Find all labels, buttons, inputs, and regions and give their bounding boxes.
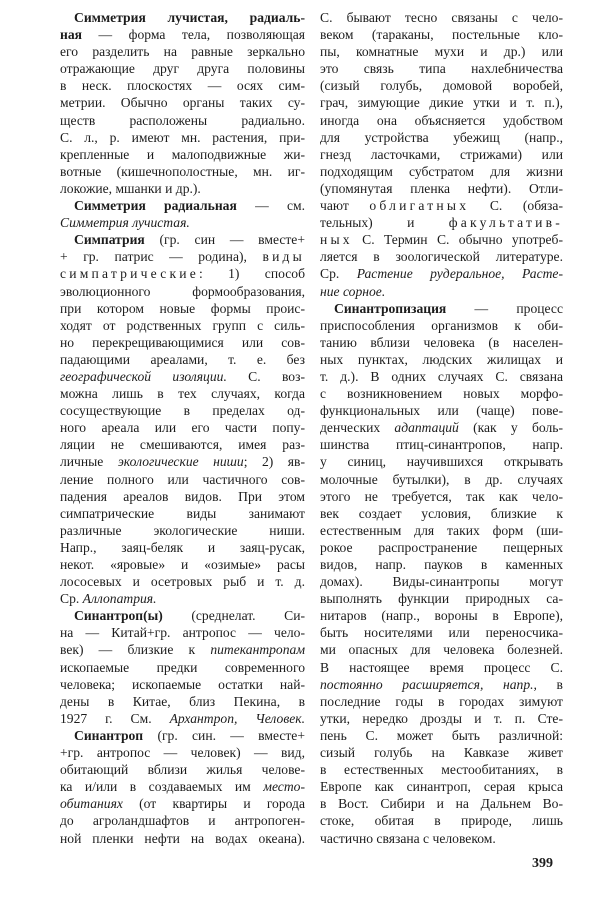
text: домах). Виды-синантропы могут — [320, 574, 563, 590]
text: — форма тела, позволяющая — [81, 27, 305, 43]
text: +гр. антропос — человек) — вид, — [60, 745, 305, 761]
right-column-line — [320, 385, 563, 402]
text: метрии. Обычно органы таких су- — [60, 95, 305, 111]
text: на — Китай+гр. антропос — чело- — [60, 625, 305, 641]
left-column-line — [60, 385, 305, 402]
headword: Синантроп(ы) — [74, 608, 163, 624]
left-column-line — [60, 283, 305, 300]
text: вотные (кишечнополостные, мн. иг- — [60, 163, 305, 179]
right-column-line — [320, 727, 563, 744]
left-column-line — [60, 830, 305, 847]
italic-text: Симметрия лучистая. — [60, 215, 190, 231]
right-column-line — [320, 163, 563, 180]
italic-text: географической изоляции. — [60, 368, 227, 384]
text: утки, нередко дрозды и т. п. Сте- — [320, 710, 563, 726]
text: обитающий вблизи жилья челове- — [60, 762, 305, 778]
text: ществ расположены радиально. — [60, 112, 305, 128]
text: рокое распространение пещерных — [320, 539, 563, 555]
text: быть носителями или переносчика- — [320, 625, 563, 641]
italic-text: постоянно расширяется, напр., — [320, 676, 537, 692]
right-column-line — [320, 9, 563, 26]
text: крепленные и малоподвижные жи- — [60, 146, 305, 162]
right-column-line — [320, 334, 563, 351]
left-column-line — [60, 744, 305, 761]
text: : 1) способ — [199, 266, 305, 282]
right-column-line — [320, 539, 563, 556]
left-column-line — [60, 214, 305, 231]
spaced-text: виды — [262, 249, 305, 265]
text: симпатрические виды занимают — [60, 505, 305, 521]
text: век) — близкие к — [60, 642, 211, 658]
text: (сизый голубь, домовой воробей, — [320, 78, 563, 94]
left-column-line — [60, 659, 305, 676]
text: ного ареала или его части попу- — [60, 420, 305, 436]
left-column-line — [60, 522, 305, 539]
italic-text: Архантроп, Человек. — [169, 710, 305, 726]
text: гнезд ласточками, стрижами) или — [320, 146, 563, 162]
headword: Симпатрия — [74, 232, 145, 248]
text: естественным для таких форм (ши- — [320, 522, 563, 538]
text: ление полного или частичного сов- — [60, 471, 305, 487]
italic-text: обитаниях — [60, 796, 123, 812]
left-column-line — [60, 368, 305, 385]
text: — см. — [236, 198, 305, 214]
text: ; 2) яв- — [243, 454, 305, 470]
text: сизый голубь на Кавказе живет — [320, 745, 563, 761]
left-column-line — [60, 676, 305, 693]
right-column-line — [320, 94, 563, 111]
right-column-line — [320, 265, 563, 282]
text: + гр. патрис — родина), — [60, 249, 263, 265]
left-column-line — [60, 334, 305, 351]
text: последние годы в городах зимуют — [320, 693, 563, 709]
left-column-line — [60, 129, 305, 146]
text: отражающие друг друга половины — [60, 61, 305, 77]
italic-text: адаптаций — [394, 420, 459, 436]
text: (гр. син — вместе+ — [144, 232, 305, 248]
right-column-line — [320, 453, 563, 470]
right-column-line — [320, 607, 563, 624]
italic-text: экологические ниши — [117, 454, 244, 470]
text: молочные бутылки), в др. случаях — [320, 471, 563, 487]
right-column-line — [320, 795, 563, 812]
right-column-line — [320, 488, 563, 505]
left-column-line — [60, 436, 305, 453]
text: функциональных или (чаще) пове- — [320, 403, 563, 419]
right-column-line — [320, 522, 563, 539]
text: (как у боль- — [458, 420, 563, 436]
text: Напр., заяц-беляк и заяц-русак, — [60, 539, 305, 555]
text: до агроландшафтов и антропоген- — [60, 813, 305, 829]
text: С. Термин С. обычно употреб- — [352, 232, 563, 248]
right-column-line — [320, 26, 563, 43]
left-column-line — [60, 180, 305, 197]
left-column-line — [60, 795, 305, 812]
text: С. (обяза- — [469, 198, 563, 214]
right-column-line — [320, 77, 563, 94]
right-column-line — [320, 214, 563, 231]
text: ходят от родственных групп с силь- — [60, 317, 305, 333]
page-number: 399 — [532, 856, 553, 871]
text: ми опасных для человека болезней. — [320, 642, 563, 658]
text: (от квартиры и города — [122, 796, 305, 812]
text: видов, напр. пауков в каменных — [320, 557, 563, 572]
left-column-line — [60, 351, 305, 368]
text: различные экологические ниши. — [60, 522, 305, 538]
right-column-line — [320, 146, 563, 163]
right-column-line — [320, 573, 563, 590]
text: Ср. — [60, 591, 83, 607]
text: в неск. плоскостях — осях сим- — [60, 78, 305, 94]
text: ископаемые предки современного — [60, 659, 305, 675]
left-column-line — [60, 231, 305, 248]
right-column-line — [320, 180, 563, 197]
spaced-text: ных — [320, 232, 353, 248]
text: это связь типа нахлебничества — [320, 61, 563, 77]
headword: ная — [60, 27, 82, 43]
left-column-line — [60, 641, 305, 658]
right-column-line — [320, 112, 563, 129]
left-column-line — [60, 77, 305, 94]
right-column-line — [320, 248, 563, 265]
left-column-line — [60, 693, 305, 710]
text: танию вблизи человека (в населен- — [320, 334, 563, 350]
right-column-line — [320, 43, 563, 60]
text: но перекрещивающимися или сов- — [60, 334, 305, 350]
right-column-line — [320, 659, 563, 676]
text: для устройства убежищ (напр., — [320, 129, 563, 145]
right-column-line — [320, 641, 563, 658]
headword: Симметрия радиальная — [74, 198, 237, 214]
headword: Синантропизация — [334, 300, 447, 316]
left-column — [60, 9, 305, 847]
right-column-line — [320, 624, 563, 641]
text: можна лишь в тех случаях, когда — [60, 386, 305, 402]
left-column-line — [60, 761, 305, 778]
left-column-line — [60, 453, 305, 470]
left-column-line — [60, 778, 305, 795]
right-column-line — [320, 505, 563, 522]
left-column-line — [60, 573, 305, 590]
right-column-line — [320, 60, 563, 77]
left-column-line — [60, 539, 305, 556]
left-column-line — [60, 94, 305, 111]
right-column-line — [320, 744, 563, 761]
text: человека; ископаемые остатки най- — [60, 676, 305, 692]
right-column-line — [320, 778, 563, 795]
text: частично связана с человеком. — [320, 830, 496, 846]
text: ляции не смешиваются, имея раз- — [60, 437, 305, 453]
italic-text: питекантропам — [210, 642, 305, 658]
left-column-line — [60, 488, 305, 505]
left-column-line — [60, 556, 305, 573]
right-column — [320, 9, 563, 847]
italic-text: Аллопатрия. — [82, 591, 157, 607]
text: этого не требуется, так как чело- — [320, 488, 563, 504]
left-column-line — [60, 727, 305, 744]
right-column-line — [320, 129, 563, 146]
text: в Вост. Сибири и на Дальнем Во- — [320, 796, 563, 812]
right-column-line — [320, 368, 563, 385]
left-column-line — [60, 402, 305, 419]
text: — процесс — [446, 300, 563, 316]
spaced-text: облигатных — [369, 198, 470, 214]
right-column-line — [320, 402, 563, 419]
text: с возникновением новых морфо- — [320, 386, 563, 402]
left-column-line — [60, 146, 305, 163]
text: шинства птиц-синантропов, напр. — [320, 437, 563, 453]
text: С. бывают тесно связаны с чело- — [320, 10, 563, 25]
text: пень С. может быть различной: — [320, 727, 563, 743]
text: сосуществующие в пределах од- — [60, 403, 305, 419]
text: пы, комнатные мухи и др.) или — [320, 44, 563, 60]
text: подходящим субстратом для жизни — [320, 163, 563, 179]
right-column-line — [320, 812, 563, 829]
left-column-line — [60, 505, 305, 522]
text: 1927 г. См. — [60, 710, 170, 726]
text: стоке, обитая в природе, лишь — [320, 813, 563, 829]
left-column-line — [60, 812, 305, 829]
left-column-line — [60, 317, 305, 334]
right-column-line — [320, 283, 563, 300]
left-column-line — [60, 26, 305, 43]
right-column-line — [320, 710, 563, 727]
left-column-line — [60, 163, 305, 180]
text: ка и/или в создаваемых им — [60, 779, 264, 795]
text: чают — [320, 198, 370, 214]
text: падающими ареалами, т. е. без — [60, 351, 305, 367]
text: иногда она объясняется удобством — [320, 112, 563, 128]
text: С. воз- — [226, 368, 305, 384]
text: в естественных местообитаниях, в — [320, 762, 563, 778]
spaced-text: симпатрические — [60, 266, 200, 282]
right-column-line — [320, 830, 563, 847]
left-column-line — [60, 300, 305, 317]
text: у синиц, научившихся открывать — [320, 454, 563, 470]
text: денческих — [320, 420, 395, 436]
text: ной пленки нефти на водах океана). — [60, 830, 305, 846]
text: локожие, мшанки и др.). — [60, 180, 201, 196]
left-column-line — [60, 471, 305, 488]
text: в — [536, 676, 563, 692]
text: ляется в зоологической литературе. — [320, 249, 563, 265]
right-column-line — [320, 300, 563, 317]
italic-text: Растение рудеральное, Расте- — [356, 266, 563, 282]
right-column-line — [320, 351, 563, 368]
text: некот. «яровые» и «озимые» расы — [60, 557, 305, 572]
text: век создает условия, близкие к — [320, 505, 563, 521]
text: личные — [60, 454, 118, 470]
left-column-line — [60, 710, 305, 727]
spaced-text: факультатив- — [448, 215, 563, 231]
left-column-line — [60, 43, 305, 60]
italic-text: место- — [263, 779, 305, 795]
text: ных пунктах, людских жилищах и — [320, 351, 563, 367]
left-column-line — [60, 60, 305, 77]
text: дены в Китае, близ Пекина, в — [60, 693, 305, 709]
text: грач, зимующие дикие утки и т. п.), — [320, 95, 563, 111]
left-column-line — [60, 607, 305, 624]
text: (среднелат. Си- — [162, 608, 305, 624]
text: Ср. — [320, 266, 357, 282]
text: (гр. син. — вместе+ — [143, 727, 305, 743]
text: веком (тараканы, постельные кло- — [320, 27, 563, 43]
headword: Симметрия лучистая, радиаль- — [74, 10, 305, 25]
text: выполнять функции природных са- — [320, 591, 563, 607]
right-column-line — [320, 556, 563, 573]
text: при котором новые формы проис- — [60, 300, 305, 316]
left-column-line — [60, 624, 305, 641]
text: (упомянутая пленка нефти). Отли- — [320, 180, 563, 196]
left-column-line — [60, 265, 305, 282]
text: нитаров (напр., вороны в Европе), — [320, 608, 563, 624]
text: падения ареалов видов. При этом — [60, 488, 305, 504]
right-column-line — [320, 693, 563, 710]
text: приспособления организмов к оби- — [320, 317, 563, 333]
left-column-line — [60, 419, 305, 436]
text: Европе как синантроп, серая крыса — [320, 779, 563, 795]
italic-text: ние сорное. — [320, 283, 386, 299]
right-column-line — [320, 436, 563, 453]
headword: Синантроп — [74, 727, 144, 743]
text: т. д.). В одних случаях С. связана — [320, 368, 563, 384]
text: его разделить на равные зеркально — [60, 44, 305, 60]
text: эволюционного формообразования, — [60, 283, 305, 299]
left-column-line — [60, 248, 305, 265]
left-column-line — [60, 590, 305, 607]
text: В настоящее время процесс С. — [320, 659, 563, 675]
right-column-line — [320, 676, 563, 693]
right-column-line — [320, 419, 563, 436]
left-column-line — [60, 9, 305, 26]
text: лососевых и осетровых рыб и т. д. — [60, 574, 305, 590]
right-column-line — [320, 471, 563, 488]
left-column-line — [60, 112, 305, 129]
text: тельных) и — [320, 215, 449, 231]
right-column-line — [320, 590, 563, 607]
left-column-line — [60, 197, 305, 214]
text: С. л., р. имеют мн. растения, при- — [60, 129, 305, 145]
right-column-line — [320, 197, 563, 214]
right-column-line — [320, 317, 563, 334]
right-column-line — [320, 761, 563, 778]
right-column-line — [320, 231, 563, 248]
